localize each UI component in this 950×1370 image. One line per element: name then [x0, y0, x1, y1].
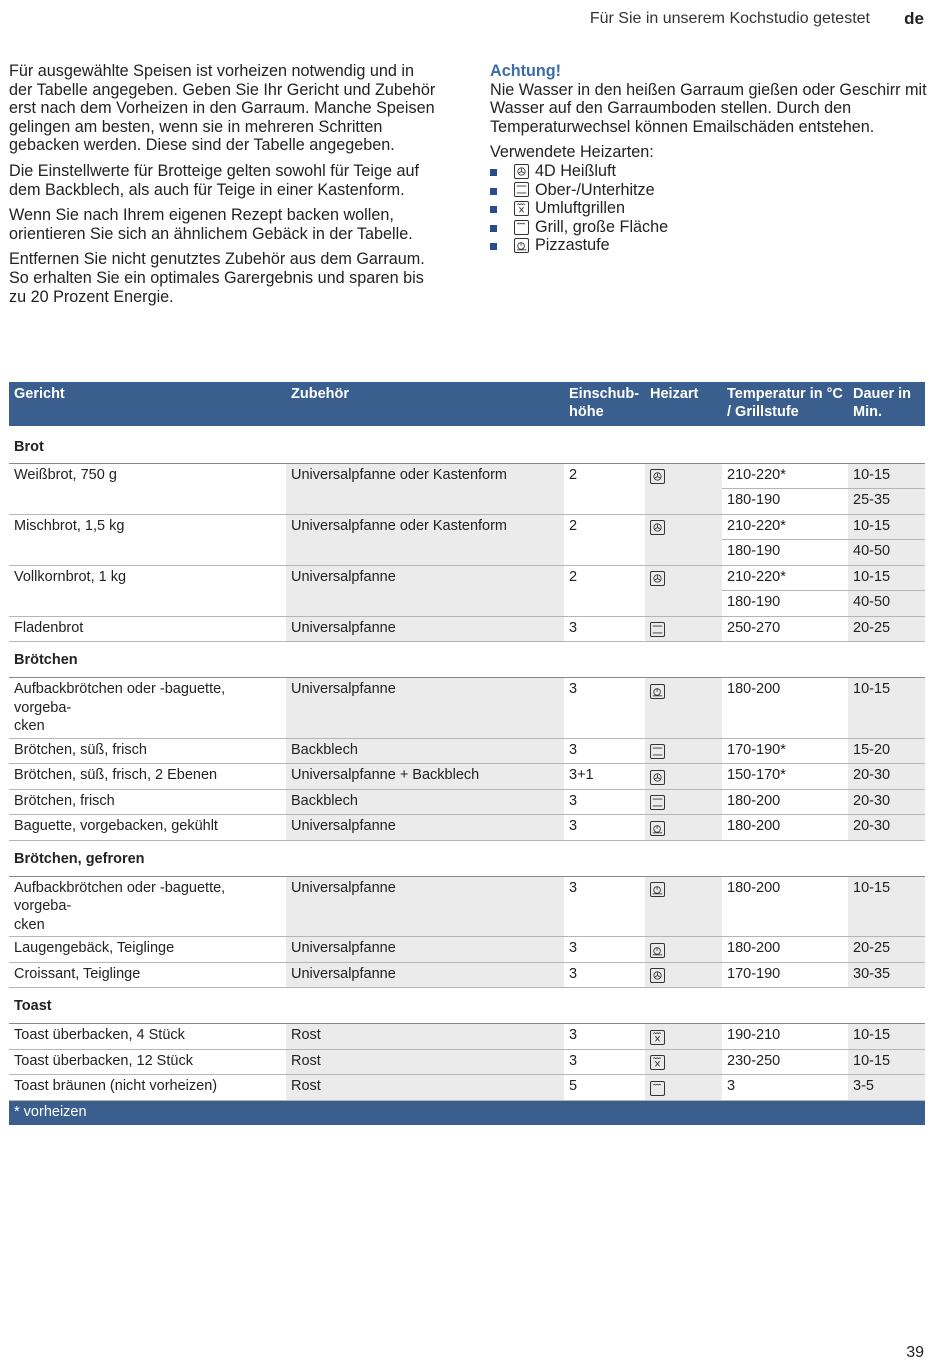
- col-header-level: Einschub- höhe: [564, 382, 645, 426]
- warning-title: Achtung!: [490, 62, 562, 80]
- cell-level: 3: [564, 678, 645, 739]
- cell-accessory: Rost: [286, 1049, 564, 1075]
- warning-text: Nie Wasser in den heißen Garraum gießen oder Geschirr mit Wasser auf den Garraumboden stellen. Durch den Temperaturwechsel können Emailschäden entstehen.: [490, 80, 927, 136]
- section-title: Brot: [9, 426, 925, 463]
- cell-heating-mode: [645, 565, 722, 616]
- warning-box: [490, 62, 930, 255]
- table-row: [9, 463, 925, 489]
- cell-duration: 20-25: [848, 616, 925, 642]
- top-bottom-heat-icon: [650, 744, 665, 759]
- cell-level: 3: [564, 738, 645, 764]
- cell-level: 3: [564, 789, 645, 815]
- cell-temperature: 3: [722, 1075, 848, 1101]
- cell-heating-mode: [645, 1024, 722, 1050]
- cell-accessory: Universalpfanne: [286, 678, 564, 739]
- table-row: [9, 678, 925, 739]
- cell-level: 5: [564, 1075, 645, 1101]
- cell-temperature: 210-220*: [722, 463, 848, 489]
- table-section-row: [9, 840, 925, 876]
- bullet-square-icon: [490, 169, 497, 176]
- cell-duration: 10-15: [848, 514, 925, 540]
- cell-temperature: 210-220*: [722, 514, 848, 540]
- table-footnote-row: [9, 1100, 925, 1125]
- cell-temperature: 190-210: [722, 1024, 848, 1050]
- pizza-setting-icon: [650, 684, 665, 699]
- cell-heating-mode: [645, 738, 722, 764]
- table-row: [9, 937, 925, 963]
- cell-dish: Mischbrot, 1,5 kg: [9, 514, 286, 565]
- table-row: [9, 962, 925, 988]
- cell-duration: 3-5: [848, 1075, 925, 1101]
- cell-temperature: 170-190*: [722, 738, 848, 764]
- cell-temperature: 180-200: [722, 678, 848, 739]
- intro-paragraph: Entfernen Sie nicht genutztes Zubehör aus dem Garraum. So erhalten Sie ein optimales Garergebnis und sparen bis zu 20 Prozent Energie.: [9, 250, 425, 306]
- cell-dish: [9, 678, 286, 739]
- table-section-row: [9, 426, 925, 463]
- footnote: * vorheizen: [9, 1100, 925, 1125]
- cell-level: 3: [564, 815, 645, 841]
- table-row: [9, 815, 925, 841]
- table-row: [9, 514, 925, 540]
- dish-line: Aufbackbrötchen oder -baguette, vorgeba-: [14, 681, 226, 716]
- table-row: [9, 616, 925, 642]
- cell-dish: Brötchen, süß, frisch: [9, 738, 286, 764]
- cell-level: 3: [564, 937, 645, 963]
- table-row: [9, 789, 925, 815]
- cell-temperature: 180-200: [722, 937, 848, 963]
- cell-temperature: 180-190: [722, 540, 848, 566]
- cell-level: 3: [564, 1049, 645, 1075]
- table-row: [9, 1049, 925, 1075]
- cell-dish: Toast bräunen (nicht vorheizen): [9, 1075, 286, 1101]
- heating-modes-list: [490, 162, 930, 255]
- cell-temperature: 150-170*: [722, 764, 848, 790]
- cell-heating-mode: [645, 764, 722, 790]
- cell-duration: 10-15: [848, 463, 925, 489]
- fan-4d-icon: [650, 968, 665, 983]
- dish-line: cken: [14, 916, 45, 933]
- cell-heating-mode: [645, 678, 722, 739]
- intro-text: [9, 62, 439, 313]
- cell-duration: 30-35: [848, 962, 925, 988]
- cell-dish: Brötchen, frisch: [9, 789, 286, 815]
- heating-modes-intro: Verwendete Heizarten:: [490, 143, 654, 162]
- heating-mode-item: [490, 162, 930, 181]
- table-row: [9, 876, 925, 937]
- heating-mode-item: [490, 218, 930, 237]
- bullet-square-icon: [490, 225, 497, 232]
- cell-level: 2: [564, 565, 645, 616]
- dish-line: Aufbackbrötchen oder -baguette, vorgeba-: [14, 879, 226, 914]
- heating-mode-label: Ober-/Unterhitze: [535, 180, 655, 199]
- table-row: [9, 764, 925, 790]
- language-code: de: [904, 9, 924, 28]
- cell-dish: Toast überbacken, 4 Stück: [9, 1024, 286, 1050]
- cell-dish: Baguette, vorgebacken, gekühlt: [9, 815, 286, 841]
- cell-heating-mode: [645, 1075, 722, 1101]
- table-header-row: [9, 382, 925, 426]
- cell-dish: Laugengebäck, Teiglinge: [9, 937, 286, 963]
- table-row: [9, 1024, 925, 1050]
- cell-duration: 15-20: [848, 738, 925, 764]
- cell-heating-mode: [645, 815, 722, 841]
- cell-temperature: 180-200: [722, 876, 848, 937]
- heating-mode-label: Grill, große Fläche: [535, 217, 669, 236]
- intro-paragraph: Die Einstellwerte für Brotteige gelten sowohl für Teige auf dem Backblech, als auch für Teige in einer Kastenform.: [9, 161, 420, 199]
- heating-mode-label: Umluftgrillen: [535, 199, 625, 218]
- heating-mode-item: [490, 236, 930, 255]
- page-header: [0, 8, 950, 30]
- top-bottom-heat-icon: [650, 622, 665, 637]
- cell-heating-mode: [645, 962, 722, 988]
- cell-temperature: 180-190: [722, 489, 848, 515]
- cell-level: 3+1: [564, 764, 645, 790]
- col-header-temperature: Temperatur in °C / Grillstufe: [722, 382, 848, 426]
- cell-dish: Fladenbrot: [9, 616, 286, 642]
- heating-mode-item: [490, 199, 930, 218]
- table-row: [9, 1075, 925, 1101]
- cell-accessory: Backblech: [286, 738, 564, 764]
- cell-temperature: 250-270: [722, 616, 848, 642]
- cell-temperature: 230-250: [722, 1049, 848, 1075]
- bullet-square-icon: [490, 243, 497, 250]
- cell-accessory: Universalpfanne: [286, 876, 564, 937]
- cell-duration: 20-25: [848, 937, 925, 963]
- fan-4d-icon: [650, 520, 665, 535]
- page-number: 39: [906, 1344, 924, 1361]
- table-section-row: [9, 642, 925, 678]
- fan-grill-icon: [650, 1030, 665, 1045]
- fan-4d-icon: [650, 571, 665, 586]
- cell-temperature: 170-190: [722, 962, 848, 988]
- cell-accessory: Universalpfanne + Backblech: [286, 764, 564, 790]
- intro-paragraph: Für ausgewählte Speisen ist vorheizen notwendig und in der Tabelle angegeben. Geben Sie Ihr Gericht und Zubehör erst nach dem Vorheizen in den Garraum. Manche Speisen gelingen am besten, wenn sie in mehreren Schritten gebacken werden. Diese sind der Tabelle angegeben.: [9, 62, 436, 155]
- cell-accessory: Universalpfanne: [286, 815, 564, 841]
- fan-4d-icon: [514, 164, 529, 179]
- heating-mode-label: 4D Heißluft: [535, 161, 616, 180]
- cell-accessory: Universalpfanne: [286, 565, 564, 616]
- col-header-duration: Dauer in Min.: [848, 382, 925, 426]
- col-header-accessory: Zubehör: [286, 382, 564, 426]
- pizza-setting-icon: [650, 882, 665, 897]
- bullet-square-icon: [490, 188, 497, 195]
- top-bottom-heat-icon: [650, 795, 665, 810]
- cell-heating-mode: [645, 789, 722, 815]
- cell-duration: 20-30: [848, 815, 925, 841]
- cell-duration: 10-15: [848, 1024, 925, 1050]
- cell-duration: 20-30: [848, 764, 925, 790]
- cell-temperature: 210-220*: [722, 565, 848, 591]
- fan-grill-icon: [514, 201, 529, 216]
- cell-accessory: Universalpfanne: [286, 937, 564, 963]
- cell-dish: [9, 876, 286, 937]
- grill-large-icon: [650, 1081, 665, 1096]
- fan-4d-icon: [650, 469, 665, 484]
- cell-level: 2: [564, 463, 645, 514]
- cell-duration: 20-30: [848, 789, 925, 815]
- cell-temperature: 180-200: [722, 789, 848, 815]
- cell-duration: 25-35: [848, 489, 925, 515]
- cell-level: 2: [564, 514, 645, 565]
- table-row: [9, 738, 925, 764]
- cell-accessory: Universalpfanne oder Kastenform: [286, 463, 564, 514]
- cell-temperature: 180-190: [722, 591, 848, 617]
- cell-dish: Brötchen, süß, frisch, 2 Ebenen: [9, 764, 286, 790]
- cell-level: 3: [564, 962, 645, 988]
- bullet-square-icon: [490, 206, 497, 213]
- cell-level: 3: [564, 876, 645, 937]
- table-row: [9, 565, 925, 591]
- cell-accessory: Universalpfanne oder Kastenform: [286, 514, 564, 565]
- top-bottom-heat-icon: [514, 182, 529, 197]
- section-title: Brötchen, gefroren: [9, 840, 925, 876]
- cell-duration: 10-15: [848, 678, 925, 739]
- cell-heating-mode: [645, 1049, 722, 1075]
- section-title: Brötchen: [9, 642, 925, 678]
- cell-accessory: Rost: [286, 1075, 564, 1101]
- cell-dish: Croissant, Teiglinge: [9, 962, 286, 988]
- cell-accessory: Rost: [286, 1024, 564, 1050]
- cell-level: 3: [564, 1024, 645, 1050]
- cell-dish: Toast überbacken, 12 Stück: [9, 1049, 286, 1075]
- cell-heating-mode: [645, 616, 722, 642]
- header-title: Für Sie in unserem Kochstudio getestet: [589, 10, 870, 27]
- pizza-setting-icon: [514, 238, 529, 253]
- cell-duration: 40-50: [848, 540, 925, 566]
- cell-heating-mode: [645, 463, 722, 514]
- grill-large-icon: [514, 220, 529, 235]
- heating-mode-label: Pizzastufe: [535, 236, 610, 255]
- cell-heating-mode: [645, 514, 722, 565]
- cell-dish: Weißbrot, 750 g: [9, 463, 286, 514]
- intro-paragraph: Wenn Sie nach Ihrem eigenen Rezept backen wollen, orientieren Sie sich an ähnlichem Gebäck in der Tabelle.: [9, 206, 413, 243]
- cell-dish: Vollkornbrot, 1 kg: [9, 565, 286, 616]
- cell-accessory: Backblech: [286, 789, 564, 815]
- cell-accessory: Universalpfanne: [286, 616, 564, 642]
- cell-heating-mode: [645, 876, 722, 937]
- cell-duration: 10-15: [848, 565, 925, 591]
- cell-duration: 10-15: [848, 876, 925, 937]
- cell-level: 3: [564, 616, 645, 642]
- heating-mode-item: [490, 181, 930, 200]
- cell-heating-mode: [645, 937, 722, 963]
- cell-duration: 40-50: [848, 591, 925, 617]
- fan-4d-icon: [650, 770, 665, 785]
- cell-duration: 10-15: [848, 1049, 925, 1075]
- pizza-setting-icon: [650, 821, 665, 836]
- dish-line: cken: [14, 718, 45, 734]
- fan-grill-icon: [650, 1055, 665, 1070]
- pizza-setting-icon: [650, 943, 665, 958]
- cell-temperature: 180-200: [722, 815, 848, 841]
- section-title: Toast: [9, 988, 925, 1024]
- baking-table: [9, 382, 925, 1125]
- table-section-row: [9, 988, 925, 1024]
- col-header-dish: Gericht: [9, 382, 286, 426]
- cell-accessory: Universalpfanne: [286, 962, 564, 988]
- col-header-mode: Heizart: [645, 382, 722, 426]
